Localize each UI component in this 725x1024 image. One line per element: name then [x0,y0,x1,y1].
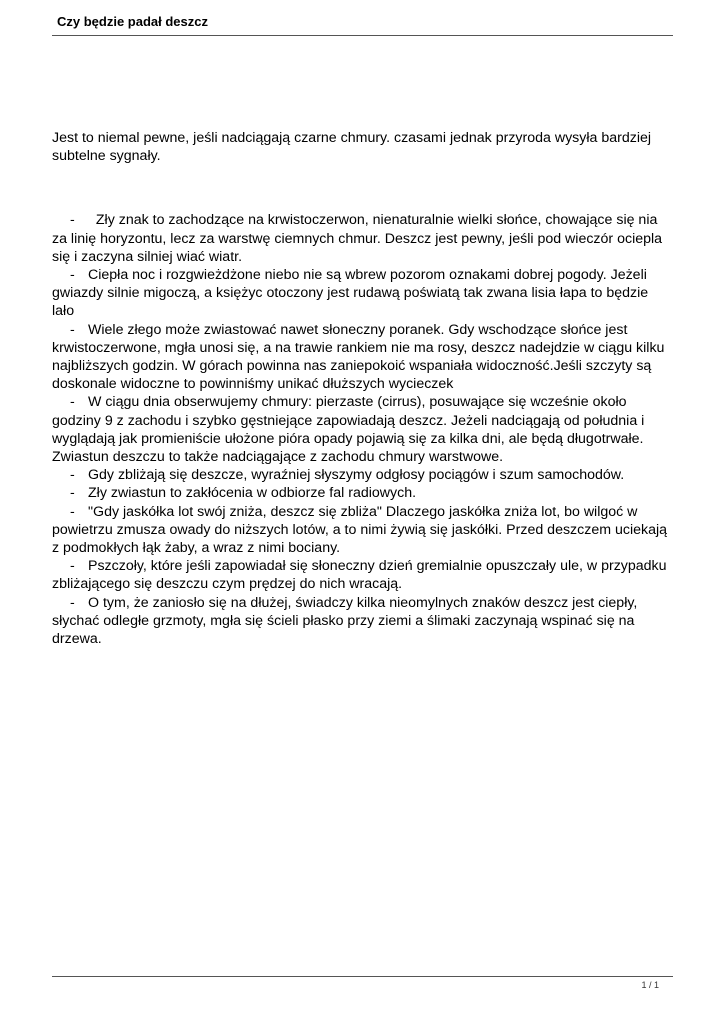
list-item-text: W ciągu dnia obserwujemy chmury: pierzaste (cirrus), posuwające się wcześnie około godziny 9 z zachodu i szybko gęstniejące zapowiadają deszcz. Jeżeli nadciągają od południa i wyglądają jak promieniście ułożone pióra opady pojawią się za kilka dni, ale będą długotrwałe. Zwiastun deszczu to także nadciągające z zachodu chmury warstwowe. [52,394,645,466]
bullet-dash: - [70,394,75,411]
list-item [52,393,674,466]
bullet-dash: - [70,558,75,575]
bullet-dash: - [70,267,75,284]
list-item [52,484,674,502]
list-item [52,266,674,321]
list-item-text: Zły znak to zachodzące na krwistoczerwon, nienaturalnie wielki słońce, chowające się nia za linię horyzontu, lecz za warstwę ciemnych chmur. Deszcz jest pewny, jeśli pod wieczór ociepla się i zaczyna silniej wiać wiatr. [52,212,667,265]
list-item [52,321,674,394]
document-body [52,129,674,648]
footer-divider [52,976,673,977]
bullet-dash: - [70,212,75,229]
list-item [52,466,674,484]
list-item-text: "Gdy jaskółka lot swój zniża, deszcz się zbliża" Dlaczego jaskółka zniża lot, bo wilgoć w powietrzu zmusza owady do niższych lotów, a to nimi żywią się jaskółki. Przed deszczem uciekają z podmokłych łąk żaby, a wraz z nimi bociany. [52,503,668,557]
bullet-dash: - [70,503,75,520]
list-item [52,211,674,266]
list-item-text: Wiele złego może zwiastować nawet słoneczny poranek. Gdy wschodzące słońce jest krwistoczerwone, mgła unosi się, a na trawie rankiem nie ma rosy, deszcz nadejdzie w ciągu kilku najbliższych godzin. W górach powinna nas zaniepokoić wspaniała widoczność.Jeśli szczyty są doskonale widoczne to powinniśmy unikać dłuższych wycieczek [52,321,665,393]
list-item [52,503,674,558]
page-number: 1 / 1 [641,980,659,990]
intro-paragraph: Jest to niemal pewne, jeśli nadciągają czarne chmury. czasami jednak przyroda wysyła bardziej subtelne sygnały. [52,130,652,165]
list-item-text: Zły zwiastun to zakłócenia w odbiorze fal radiowych. [88,485,417,502]
bullet-dash: - [70,485,75,502]
list-item-text: Ciepła noc i rozgwieżdżone niebo nie są wbrew pozorom oznakami dobrej pogody. Jeżeli gwiazdy silnie migoczą, a księżyc otoczony jest rudawą poświatą tak zwana lisia łapa to będzie lało [52,267,649,320]
bullet-dash: - [70,321,75,338]
bullet-dash: - [70,467,75,484]
header-divider [52,35,673,36]
list-item-text: Pszczoły, które jeśli zapowiadał się słoneczny dzień gremialnie opuszczały ule, w przypadku zbliżającego się deszczu czym prędzej do nich wracają. [52,558,667,593]
list-item-text: Gdy zbliżają się deszcze, wyraźniej słyszymy odgłosy pociągów i szum samochodów. [88,467,625,484]
list-item [52,557,674,593]
bullet-dash: - [70,594,75,611]
list-item-text: O tym, że zaniosło się na dłużej, świadczy kilka nieomylnych znaków deszcz jest ciepły, słychać odległe grzmoty, mgła się ścieli płasko przy ziemi a ślimaki zaczynają wspinać się na drzewa. [52,594,638,648]
list-item [52,594,674,649]
weather-signs-list [52,211,674,648]
document-title: Czy będzie padał deszcz [57,14,208,29]
